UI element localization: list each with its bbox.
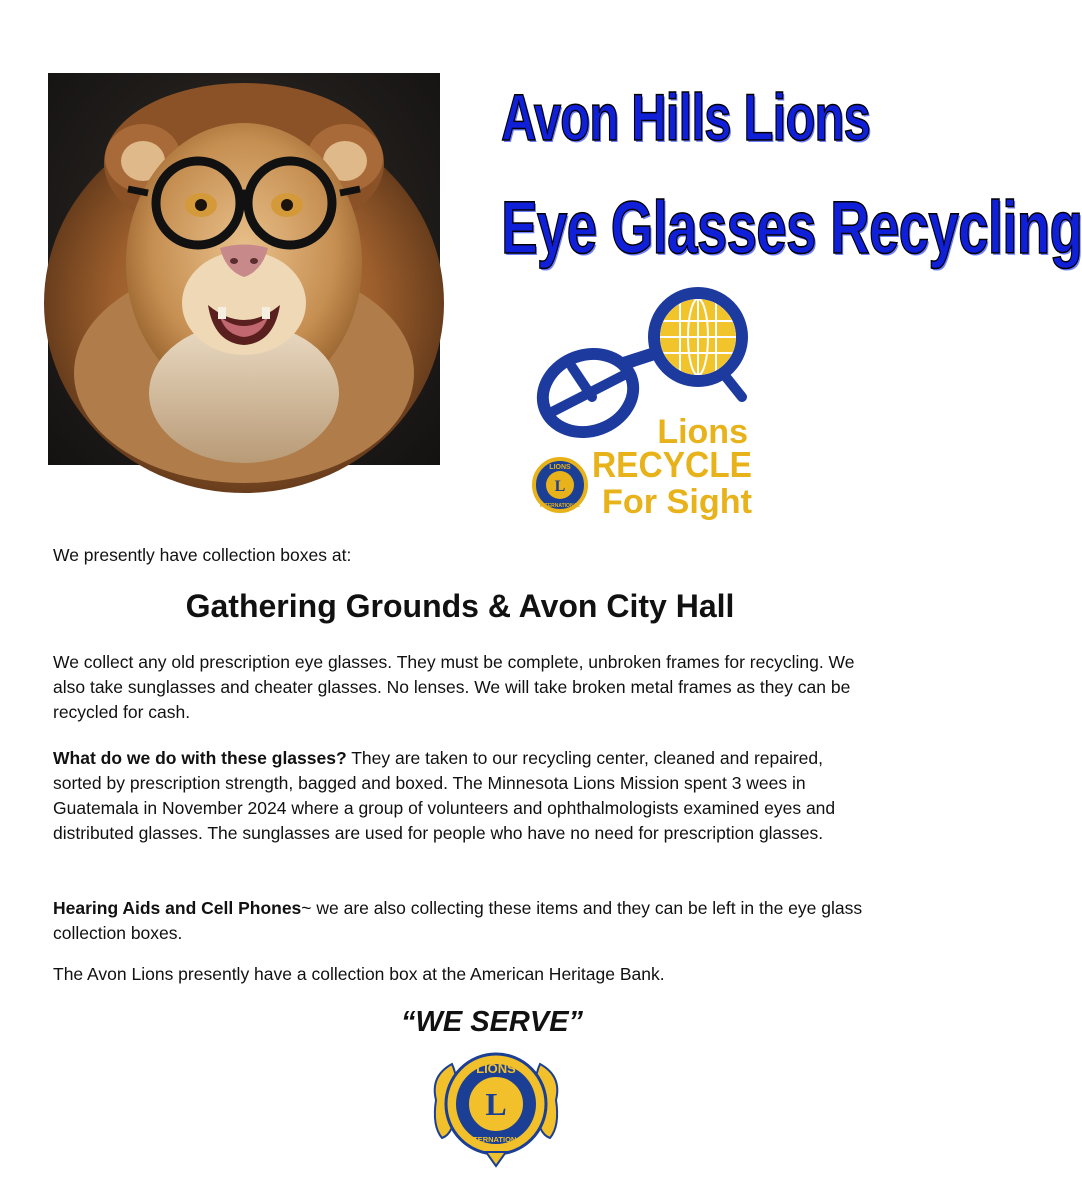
- title-block: [440, 78, 1082, 272]
- logo-word-lions: Lions: [657, 413, 748, 451]
- lion-with-glasses-photo: [48, 73, 440, 465]
- emblem-top-text: LIONS: [476, 1061, 516, 1076]
- logo-word-recycle: RECYCLE: [592, 444, 752, 485]
- paragraph-what-we-collect: We collect any old prescription eye glasses. They must be complete, unbroken frames for recycling. We also take sunglasses and cheater glasses. No lenses. We will take broken metal frames as they can be recycled for cash.: [53, 652, 855, 722]
- lions-international-emblem: [430, 1042, 562, 1168]
- glasses-globe-icon: [530, 285, 770, 530]
- paragraph-what-we-do-lead: What do we do with these glasses?: [53, 748, 347, 768]
- we-serve-motto: “WE SERVE”: [400, 1006, 584, 1038]
- paragraph-what-we-do-body: They are taken to our recycling center, cleaned and repaired, sorted by prescription strength, bagged and boxed. The Minnesota Lions Mission spent 3 wees in Guatemala in November 2024 where a group of volunteers and ophthalmologists examined eyes and distributed glasses. The sunglasses are used for people who have no need for prescription glasses.: [53, 748, 836, 843]
- paragraph-avon-lions-box: The Avon Lions presently have a collection box at the American Heritage Bank.: [53, 964, 665, 984]
- paragraph-hearing-aids: [53, 896, 873, 946]
- emblem-letter-l: L: [485, 1086, 507, 1122]
- collection-locations-headline: Gathering Grounds & Avon City Hall: [185, 588, 735, 624]
- title-avon-hills-lions: Avon Hills Lions: [501, 80, 871, 154]
- emblem-bottom-text: INTERNATIONAL: [465, 1135, 527, 1144]
- lions-recycle-for-sight-logo: [530, 285, 770, 530]
- paragraph-hearing-aids-lead: Hearing Aids and Cell Phones: [53, 898, 302, 918]
- small-seal-bottom-text: INTERNATIONAL: [539, 503, 581, 509]
- logo-word-for-sight: For Sight: [602, 483, 752, 521]
- small-seal-top-text: LIONS: [549, 464, 571, 471]
- lion-illustration: [48, 73, 440, 465]
- lions-emblem-icon: [430, 1042, 562, 1168]
- title-eye-glasses-recycling: Eye Glasses Recycling: [501, 186, 1082, 269]
- intro-text: We presently have collection boxes at:: [53, 545, 352, 565]
- small-seal-letter: L: [554, 478, 566, 495]
- paragraph-hearing-aids-body: ~ we are also collecting these items and they can be left in the eye glass collection boxes.: [53, 898, 863, 943]
- paragraph-what-we-do: [53, 746, 873, 846]
